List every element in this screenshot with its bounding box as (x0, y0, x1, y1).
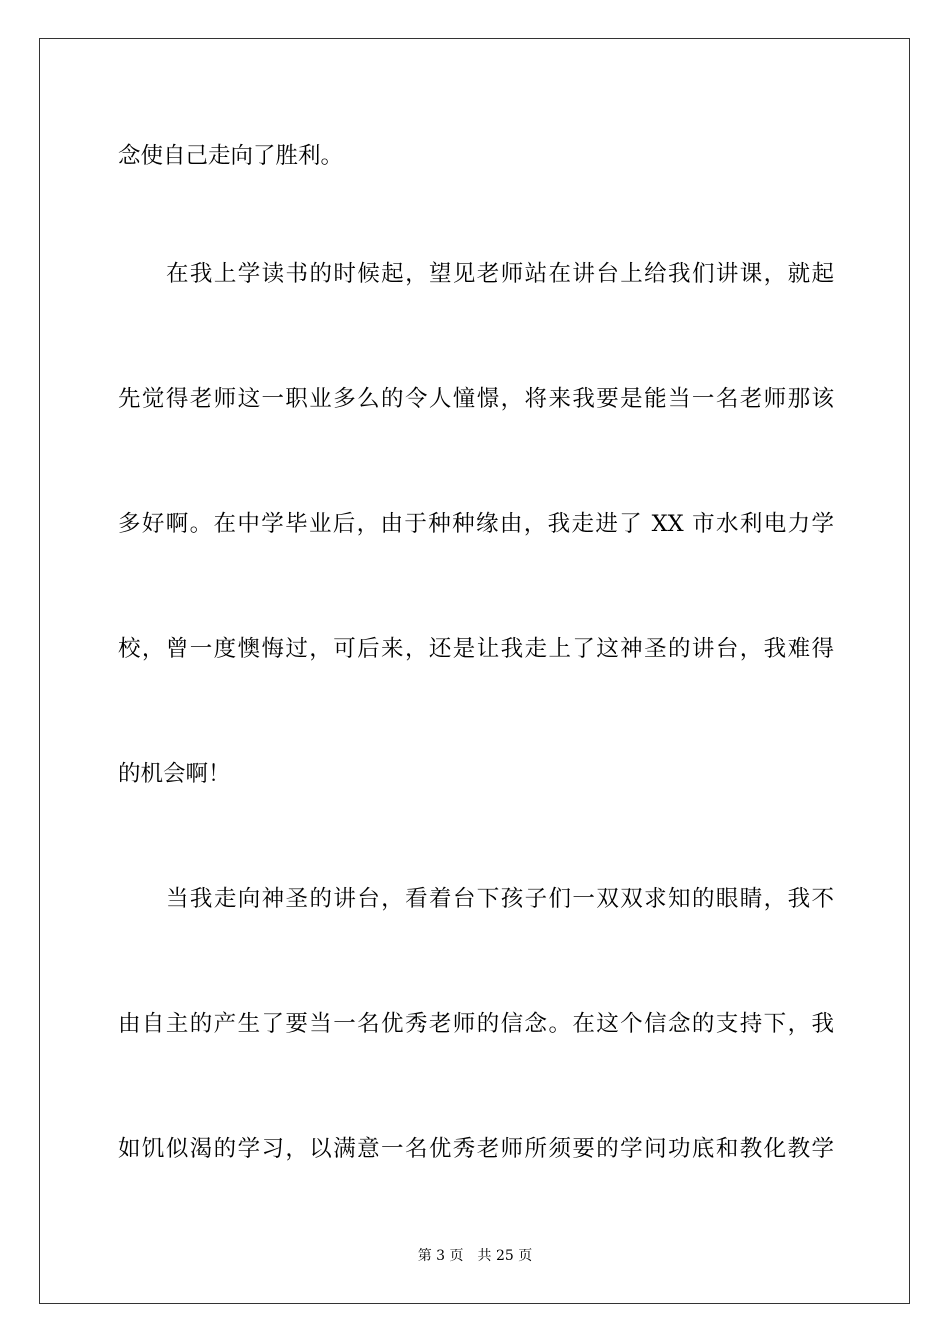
page-border (39, 38, 910, 1304)
text-line: 当我走向神圣的讲台，看着台下孩子们一双双求知的眼睛，我不 (166, 886, 834, 912)
page-footer (0, 1247, 950, 1265)
text-line: 由自主的产生了要当一名优秀老师的信念。在这个信念的支持下，我 (118, 1011, 834, 1037)
text-line: 在我上学读书的时候起，望见老师站在讲台上给我们讲课，就起 (166, 261, 834, 287)
text-line: 多好啊。在中学毕业后，由于种种缘由，我走进了 XX 市水利电力学 (118, 511, 834, 537)
page-total: 共 25 页 (477, 1248, 533, 1264)
text-line: 校，曾一度懊悔过，可后来，还是让我走上了这神圣的讲台，我难得 (118, 636, 834, 662)
text-line: 如饥似渴的学习，以满意一名优秀老师所须要的学问功底和教化教学 (118, 1136, 834, 1162)
text-line: 先觉得老师这一职业多么的令人憧憬，将来我要是能当一名老师那该 (118, 386, 834, 412)
text-line: 的机会啊！ (118, 761, 231, 787)
text-line: 念使自己走向了胜利。 (118, 143, 344, 169)
page-number: 第 3 页 (417, 1248, 464, 1264)
